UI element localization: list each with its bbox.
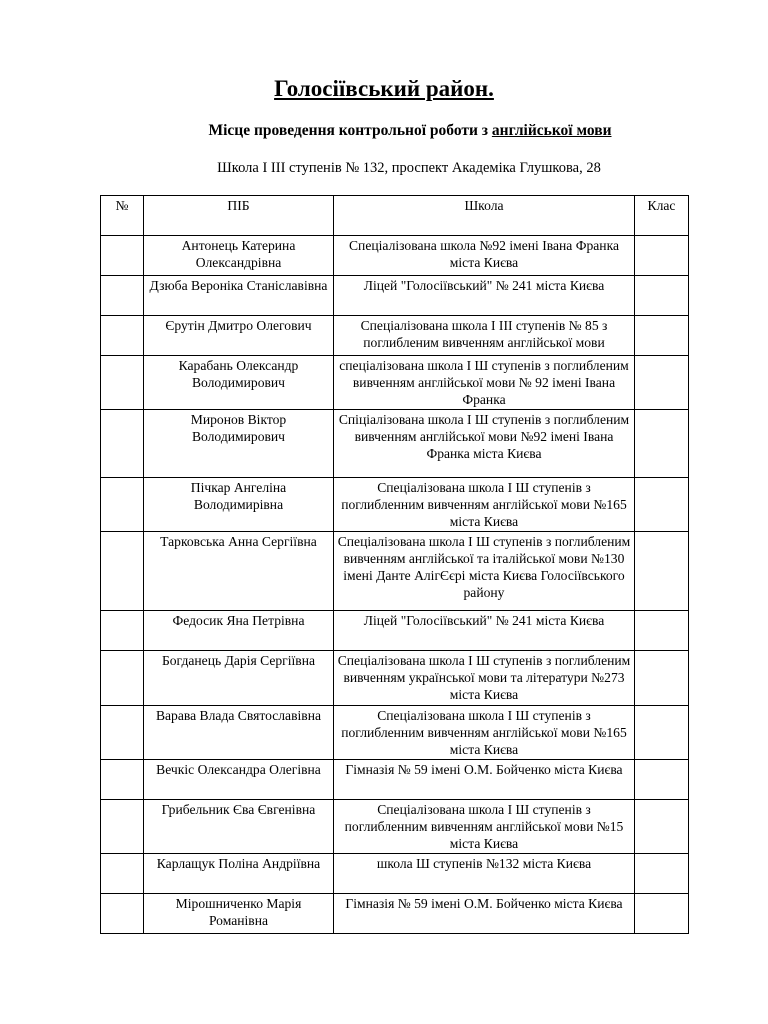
student-class bbox=[635, 894, 689, 934]
student-class bbox=[635, 356, 689, 410]
row-number bbox=[101, 276, 144, 316]
student-school: школа Ш ступенів №132 міста Києва bbox=[334, 854, 635, 894]
venue-line: Школа I III ступенів № 132, проспект Академіка Глушкова, 28 bbox=[217, 160, 601, 176]
students-table bbox=[100, 195, 689, 934]
row-number bbox=[101, 800, 144, 854]
header-number: № bbox=[101, 196, 144, 236]
table-row bbox=[101, 651, 689, 706]
table-row bbox=[101, 706, 689, 760]
row-number bbox=[101, 316, 144, 356]
header-school: Школа bbox=[334, 196, 635, 236]
header-class: Клас bbox=[635, 196, 689, 236]
table-header-row bbox=[101, 196, 689, 236]
student-school: Спеціалізована школа I Ш ступенів з поглибленним вивченням англійської мови №165 міста Києва bbox=[334, 478, 635, 532]
student-name: Богданець Дарія Сергіївна bbox=[144, 651, 334, 706]
exam-subtitle bbox=[0, 122, 768, 140]
row-number bbox=[101, 760, 144, 800]
row-number bbox=[101, 651, 144, 706]
table-row bbox=[101, 276, 689, 316]
student-class bbox=[635, 800, 689, 854]
student-name: Карлащук Поліна Андріївна bbox=[144, 854, 334, 894]
student-name: Мірошниченко Марія Романівна bbox=[144, 894, 334, 934]
student-class bbox=[635, 478, 689, 532]
table-row bbox=[101, 236, 689, 276]
row-number bbox=[101, 894, 144, 934]
district-title: Голосіївський район. bbox=[274, 76, 494, 101]
subtitle-subject: англійської мови bbox=[491, 122, 612, 139]
table-row bbox=[101, 356, 689, 410]
subtitle-prefix: Місце проведення контрольної роботи з bbox=[208, 122, 492, 139]
student-school: Спеціалізована школа I Ш ступенів з поглибленим вивченням української мови та літератури №273 міста Києва bbox=[334, 651, 635, 706]
table-row bbox=[101, 410, 689, 478]
student-class bbox=[635, 236, 689, 276]
table-row bbox=[101, 478, 689, 532]
row-number bbox=[101, 706, 144, 760]
table-row bbox=[101, 316, 689, 356]
student-school: Ліцей "Голосіївський" № 241 міста Києва bbox=[334, 276, 635, 316]
student-school: Спеціалізована школа I Ш ступенів з поглибленним вивченням англійської мови №15 міста Києва bbox=[334, 800, 635, 854]
student-name: Єрутін Дмитро Олегович bbox=[144, 316, 334, 356]
student-class bbox=[635, 276, 689, 316]
table-row bbox=[101, 760, 689, 800]
student-name: Пічкар Ангеліна Володимирівна bbox=[144, 478, 334, 532]
student-class bbox=[635, 706, 689, 760]
student-school: Гімназія № 59 імені О.М. Бойченко міста Києва bbox=[334, 760, 635, 800]
row-number bbox=[101, 356, 144, 410]
table-row bbox=[101, 532, 689, 611]
table-row bbox=[101, 894, 689, 934]
student-class bbox=[635, 611, 689, 651]
student-name: Федосик Яна Петрівна bbox=[144, 611, 334, 651]
row-number bbox=[101, 410, 144, 478]
row-number bbox=[101, 236, 144, 276]
student-class bbox=[635, 854, 689, 894]
student-class bbox=[635, 316, 689, 356]
student-school: Спіціалізована школа I Ш ступенів з поглибленим вивченням англійської мови №92 імені Івана Франка міста Києва bbox=[334, 410, 635, 478]
row-number bbox=[101, 532, 144, 611]
student-class bbox=[635, 410, 689, 478]
student-name: Тарковська Анна Сергіївна bbox=[144, 532, 334, 611]
row-number bbox=[101, 611, 144, 651]
row-number bbox=[101, 854, 144, 894]
student-class bbox=[635, 760, 689, 800]
student-class bbox=[635, 532, 689, 611]
student-school: Спеціалізована школа №92 імені Івана Франка міста Києва bbox=[334, 236, 635, 276]
student-school: Спеціалізована школа I III ступенів № 85 з поглибленим вивченням англійської мови bbox=[334, 316, 635, 356]
student-school: Спеціалізована школа I Ш ступенів з поглибленим вивченням англійської та італійської мови №130 імені Данте АлігЄєрі міста Києва Голосіївського району bbox=[334, 532, 635, 611]
student-name: Вечкіс Олександра Олегівна bbox=[144, 760, 334, 800]
row-number bbox=[101, 478, 144, 532]
table-row bbox=[101, 800, 689, 854]
student-school: Спеціалізована школа I Ш ступенів з поглибленним вивченням англійської мови №165 міста Києва bbox=[334, 706, 635, 760]
student-name: Варава Влада Святославівна bbox=[144, 706, 334, 760]
table-row bbox=[101, 611, 689, 651]
student-name: Грибельник Єва Євгенівна bbox=[144, 800, 334, 854]
header-name: ПІБ bbox=[144, 196, 334, 236]
student-school: спеціалізована школа I Ш ступенів з поглибленим вивченням англійської мови № 92 імені Івана Франка bbox=[334, 356, 635, 410]
table-row bbox=[101, 854, 689, 894]
student-school: Гімназія № 59 імені О.М. Бойченко міста Києва bbox=[334, 894, 635, 934]
student-name: Карабань Олександр Володимирович bbox=[144, 356, 334, 410]
page-title bbox=[0, 76, 768, 102]
student-name: Антонець Катерина Олександрівна bbox=[144, 236, 334, 276]
student-name: Дзюба Вероніка Станіславівна bbox=[144, 276, 334, 316]
student-school: Ліцей "Голосіївський" № 241 міста Києва bbox=[334, 611, 635, 651]
student-class bbox=[635, 651, 689, 706]
student-name: Миронов Віктор Володимирович bbox=[144, 410, 334, 478]
